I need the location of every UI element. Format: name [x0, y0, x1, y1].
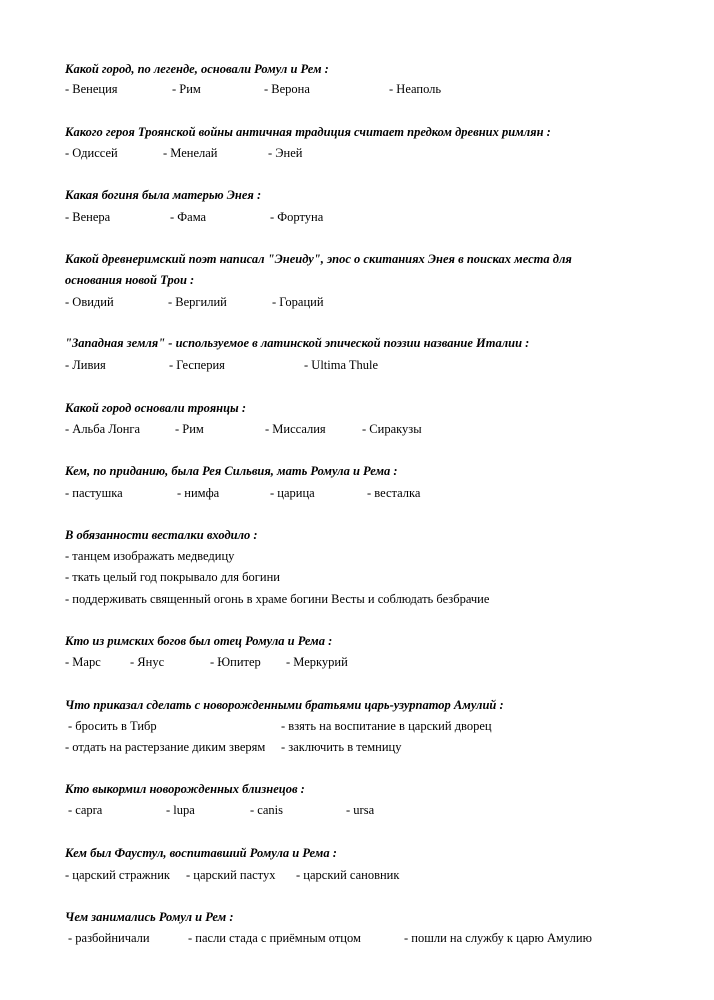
- answer-option: - Венеция: [65, 82, 118, 96]
- answer-option: - Верона: [264, 82, 310, 96]
- question-4-line-1: Какой древнеримский поэт написал "Энеиду", эпос о скитаниях Энея в поисках места для: [65, 252, 572, 266]
- answer-option: - Вергилий: [168, 295, 227, 309]
- answer-option: - Альба Лонга: [65, 422, 141, 436]
- answer-option: - весталка: [367, 486, 421, 500]
- answer-option: - Неаполь: [389, 82, 442, 96]
- question-6: Какой город основали троянцы :: [65, 401, 247, 415]
- question-12: Кем был Фаустул, воспитавший Ромула и Рема :: [65, 846, 337, 860]
- answer-option: - Венера: [65, 210, 111, 224]
- question-7: Кем, по приданию, была Рея Сильвия, мать Ромула и Рема :: [65, 464, 398, 478]
- answer-option: - отдать на растерзание диким зверям: [65, 740, 266, 754]
- answer-option: - Юпитер: [210, 655, 261, 669]
- answer-option: - Миссалия: [265, 422, 326, 436]
- question-9: Кто из римских богов был отец Ромула и Рема :: [65, 634, 333, 648]
- answer-option: - Сиракузы: [362, 422, 422, 436]
- answer-option: - царский сановник: [296, 868, 400, 882]
- answer-option: - пошли на службу к царю Амулию: [404, 931, 592, 945]
- answer-option: - царский стражник: [65, 868, 170, 882]
- answer-option: - царский пастух: [186, 868, 276, 882]
- answer-option: - capra: [68, 803, 103, 817]
- answer-option: - пастушка: [65, 486, 123, 500]
- answer-option: - взять на воспитание в царский дворец: [281, 719, 492, 733]
- question-2: Какого героя Троянской войны античная традиция считает предком древних римлян :: [65, 125, 551, 139]
- answer-option: - Марс: [65, 655, 101, 669]
- answer-option: - Одиссей: [65, 146, 118, 160]
- answer-option: - Менелай: [163, 146, 218, 160]
- question-10: Что приказал сделать с новорожденными братьями царь-узурпатор Амулий :: [65, 698, 504, 712]
- question-3: Какая богиня была матерью Энея :: [65, 188, 262, 202]
- question-13: Чем занимались Ромул и Рем :: [65, 910, 234, 924]
- answer-option: - Гораций: [272, 295, 324, 309]
- answer-option: - Ultima Thule: [304, 358, 379, 372]
- answer-option: - Гесперия: [169, 358, 225, 372]
- answer-option: - царица: [270, 486, 315, 500]
- answer-option: - ursa: [346, 803, 375, 817]
- answer-option: - бросить в Тибр: [68, 719, 157, 733]
- answer-option: - разбойничали: [68, 931, 150, 945]
- answer-option: - нимфа: [177, 486, 220, 500]
- answer-option: - поддерживать священный огонь в храме богини Весты и соблюдать безбрачие: [65, 592, 490, 606]
- answer-option: - lupa: [166, 803, 195, 817]
- answer-option: - пасли стада с приёмным отцом: [188, 931, 361, 945]
- answer-option: - Фама: [170, 210, 207, 224]
- question-8: В обязанности весталки входило :: [65, 528, 258, 542]
- answer-option: - canis: [250, 803, 283, 817]
- answer-option: - Овидий: [65, 295, 114, 309]
- answer-option: - Рим: [172, 82, 201, 96]
- question-5: "Западная земля" - используемое в латинской эпической поэзии название Италии :: [65, 336, 530, 350]
- answer-option: - Эней: [268, 146, 303, 160]
- question-11: Кто выкормил новорожденных близнецов :: [65, 782, 305, 796]
- answer-option: - танцем изображать медведицу: [65, 549, 235, 563]
- answer-option: - заключить в темницу: [281, 740, 402, 754]
- question-4-line-2: основания новой Трои :: [65, 273, 195, 287]
- answer-option: - Рим: [175, 422, 204, 436]
- answer-option: - Ливия: [65, 358, 106, 372]
- answer-option: - Янус: [130, 655, 165, 669]
- answer-option: - ткать целый год покрывало для богини: [65, 570, 280, 584]
- answer-option: - Меркурий: [286, 655, 348, 669]
- answer-option: - Фортуна: [270, 210, 324, 224]
- question-1: Какой город, по легенде, основали Ромул и Рем :: [65, 62, 329, 76]
